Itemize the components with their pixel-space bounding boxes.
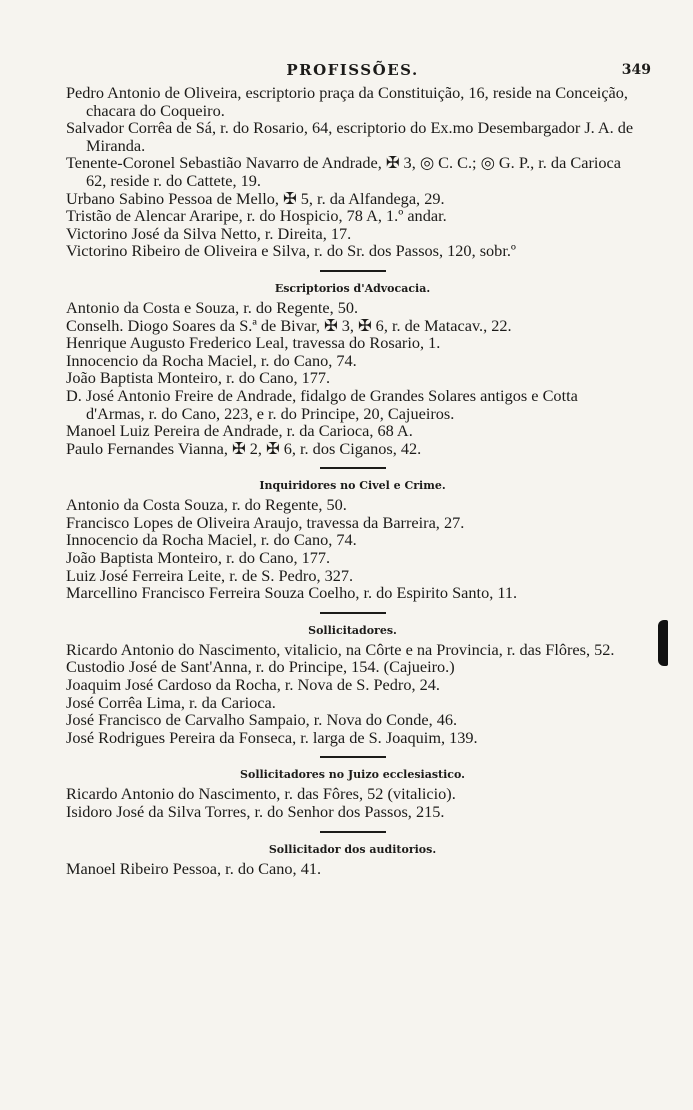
list-item: Antonio da Costa Souza, r. do Regente, 50. bbox=[66, 495, 347, 515]
list-item: Tristão de Alencar Araripe, r. do Hospicio, 78 A, 1.º andar. bbox=[66, 206, 447, 226]
intro-list bbox=[66, 84, 639, 260]
section-juizo-ecclesiastico bbox=[66, 756, 639, 820]
section-divider bbox=[320, 467, 386, 469]
list-item: Joaquim José Cardoso da Rocha, r. Nova de S. Pedro, 24. bbox=[66, 675, 440, 695]
section-divider bbox=[320, 831, 386, 833]
list-item: Innocencio da Rocha Maciel, r. do Cano, 74. bbox=[66, 530, 357, 550]
list-item: Ricardo Antonio do Nascimento, r. das Fôres, 52 (vitalicio). bbox=[66, 784, 456, 804]
list-item: Antonio da Costa e Souza, r. do Regente, 50. bbox=[66, 297, 359, 317]
list-item: Custodio José de Sant'Anna, r. do Principe, 154. (Cajueiro.) bbox=[66, 657, 455, 677]
section-title: Inquiridores no Civel e Crime. bbox=[259, 479, 446, 493]
list-item: Urbano Sabino Pessoa de Mello, ✠ 5, r. da Alfandega, 29. bbox=[66, 188, 445, 208]
list-item: Victorino Ribeiro de Oliveira e Silva, r. do Sr. dos Passos, 120, sobr.º bbox=[66, 241, 516, 261]
list-item: Salvador Corrêa de Sá, r. do Rosario, 64, escriptorio do Ex.mo Desembargador J. A. de Miranda. bbox=[66, 118, 634, 155]
list-item: Tenente-Coronel Sebastião Navarro de Andrade, ✠ 3, ◎ C. C.; ◎ G. P., r. da Carioca 62, reside r. do Cattete, 19. bbox=[66, 153, 621, 190]
list-item: José Corrêa Lima, r. da Carioca. bbox=[66, 692, 276, 712]
list-item: Luiz José Ferreira Leite, r. de S. Pedro, 327. bbox=[66, 565, 354, 585]
section-title: Sollicitador dos auditorios. bbox=[268, 842, 437, 856]
list-item: Ricardo Antonio do Nascimento, vitalicio, na Côrte e na Provincia, r. das Flôres, 52. bbox=[66, 639, 615, 659]
list-item: Pedro Antonio de Oliveira, escriptorio praça da Constituição, 16, reside na Conceição, chacara do Coqueiro. bbox=[66, 83, 628, 120]
list-item: Manoel Luiz Pereira de Andrade, r. da Carioca, 68 A. bbox=[66, 421, 413, 441]
section-title: Sollicitadores. bbox=[308, 623, 397, 637]
list-item: Victorino José da Silva Netto, r. Direita, 17. bbox=[66, 223, 352, 243]
section-divider bbox=[320, 612, 386, 614]
list-item: José Francisco de Carvalho Sampaio, r. Nova do Conde, 46. bbox=[66, 710, 458, 730]
list-item: João Baptista Monteiro, r. do Cano, 177. bbox=[66, 548, 331, 568]
list-item: José Rodrigues Pereira da Fonseca, r. larga de S. Joaquim, 139. bbox=[66, 727, 478, 747]
section-title: Escriptorios d'Advocacia. bbox=[274, 281, 431, 295]
list-item: D. José Antonio Freire de Andrade, fidalgo de Grandes Solares antigos e Cotta d'Armas, r. do Cano, 223, e r. do Principe, 20, Cajueiros. bbox=[66, 385, 578, 423]
list-item: Manoel Ribeiro Pessoa, r. do Cano, 41. bbox=[66, 858, 322, 878]
list-item: João Baptista Monteiro, r. do Cano, 177. bbox=[66, 368, 331, 388]
margin-ink-mark bbox=[658, 620, 668, 666]
section-sollicitadores bbox=[66, 612, 639, 747]
page-number: 349 bbox=[621, 62, 651, 78]
section-title: Sollicitadores no Juizo ecclesiastico. bbox=[240, 768, 465, 782]
section-escriptorios bbox=[66, 270, 639, 457]
page-header bbox=[66, 60, 651, 84]
list-item: Isidoro José da Silva Torres, r. do Senhor dos Passos, 215. bbox=[66, 802, 445, 821]
section-divider bbox=[320, 756, 386, 758]
list-item: Paulo Fernandes Vianna, ✠ 2, ✠ 6, r. dos Ciganos, 42. bbox=[66, 438, 422, 458]
list-item: Francisco Lopes de Oliveira Araujo, travessa da Barreira, 27. bbox=[66, 512, 465, 532]
section-divider bbox=[320, 270, 386, 272]
section-auditorios bbox=[66, 831, 639, 878]
list-item: Conselh. Diogo Soares da S.ª de Bivar, ✠ 3, ✠ 6, r. de Matacav., 22. bbox=[66, 315, 512, 335]
page-title: PROFISSÕES. bbox=[286, 61, 419, 79]
list-item: Henrique Augusto Frederico Leal, travessa do Rosario, 1. bbox=[66, 333, 441, 353]
list-item: Innocencio da Rocha Maciel, r. do Cano, 74. bbox=[66, 350, 357, 370]
list-item: Marcellino Francisco Ferreira Souza Coelho, r. do Espirito Santo, 11. bbox=[66, 583, 518, 603]
section-inquiridores bbox=[66, 467, 639, 602]
